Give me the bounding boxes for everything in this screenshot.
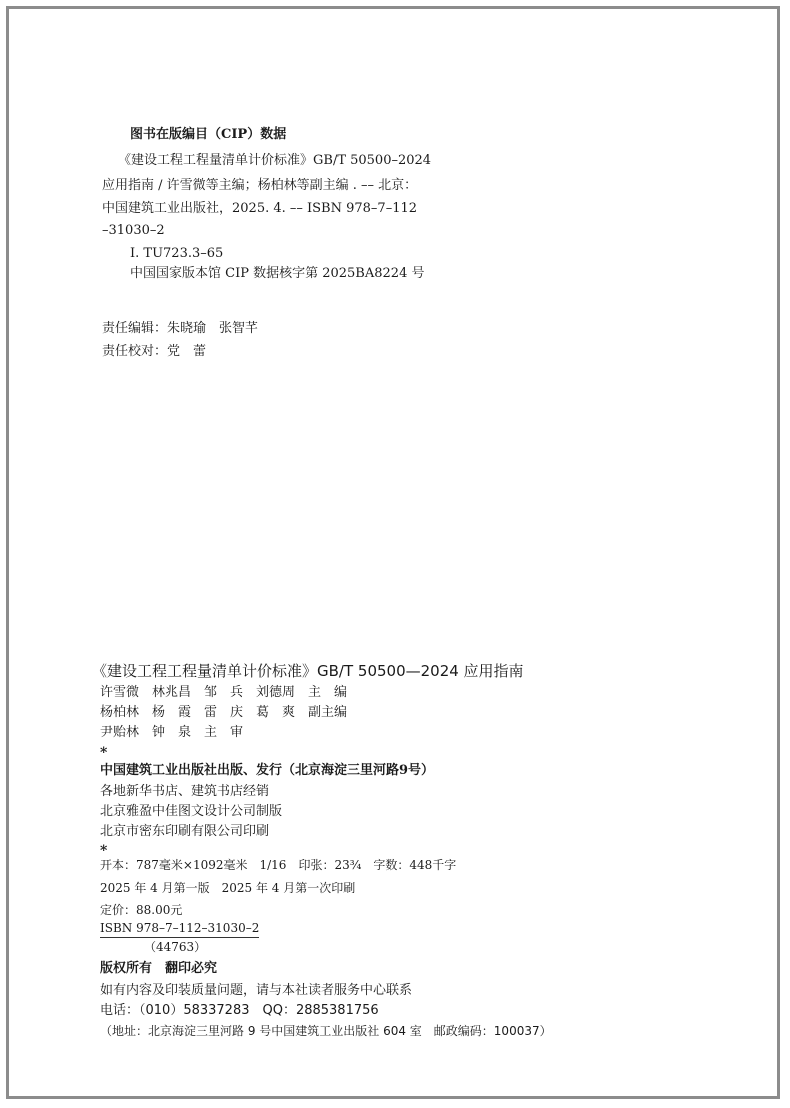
book-title: 《建设工程工程量清单计价标准》GB/T 50500—2024 应用指南 (92, 662, 524, 680)
cip-data-number: 中国国家版本馆 CIP 数据核字第 2025BA8224 号 (130, 266, 425, 281)
responsible-proofreader: 责任校对：党 蕾 (102, 344, 207, 359)
separator-star-2: * (100, 843, 108, 859)
copyright-notice: 版权所有 翻印必究 (100, 961, 218, 976)
publisher-line: 中国建筑工业出版社出版、发行（北京海淀三里河路9号） (100, 763, 435, 778)
distribution-line: 各地新华书店、建筑书店经销 (100, 784, 270, 799)
chief-reviewers: 尹贻林 钟 泉 主 审 (100, 725, 244, 740)
printing-line: 北京市密东印刷有限公司印刷 (100, 824, 270, 839)
typesetting-line: 北京雅盈中佳图文设计公司制版 (100, 804, 283, 819)
cip-heading: 图书在版编目（CIP）数据 (130, 127, 287, 142)
contact-phone: 电话：（010）58337283 QQ：2885381756 (100, 1003, 379, 1018)
cip-line-2: 应用指南 / 许雪微等主编；杨柏林等副主编 . –– 北京： (102, 178, 418, 193)
book-code: （44763） (144, 940, 207, 954)
cip-line-3: 中国建筑工业出版社，2025. 4. –– ISBN 978–7–112 (102, 201, 418, 216)
isbn-number: ISBN 978–7–112–31030–2 (100, 920, 259, 938)
edition-info: 2025 年 4 月第一版 2025 年 4 月第一次印刷 (100, 881, 356, 895)
cip-line-4: –31030–2 (102, 223, 165, 238)
cip-class-number: Ⅰ. TU723.3–65 (130, 246, 224, 261)
format-specs: 开本：787毫米×1092毫米 1/16 印张：23¾ 字数：448千字 (100, 858, 457, 872)
deputy-editors: 杨柏林 杨 霞 雷 庆 葛 爽 副主编 (100, 705, 348, 720)
publisher-address: （地址：北京海淀三里河路 9 号中国建筑工业出版社 604 室 邮政编码：100037） (100, 1024, 552, 1038)
quality-contact-note: 如有内容及印装质量问题，请与本社读者服务中心联系 (100, 983, 413, 998)
responsible-editor: 责任编辑：朱晓瑜 张智芊 (102, 321, 259, 336)
chief-editors: 许雪微 林兆昌 邹 兵 刘德周 主 编 (100, 685, 348, 700)
cip-line-1: 《建设工程工程量清单计价标准》GB/T 50500–2024 (118, 153, 432, 168)
price: 定价：88.00元 (100, 903, 183, 917)
separator-star-1: * (100, 745, 108, 761)
